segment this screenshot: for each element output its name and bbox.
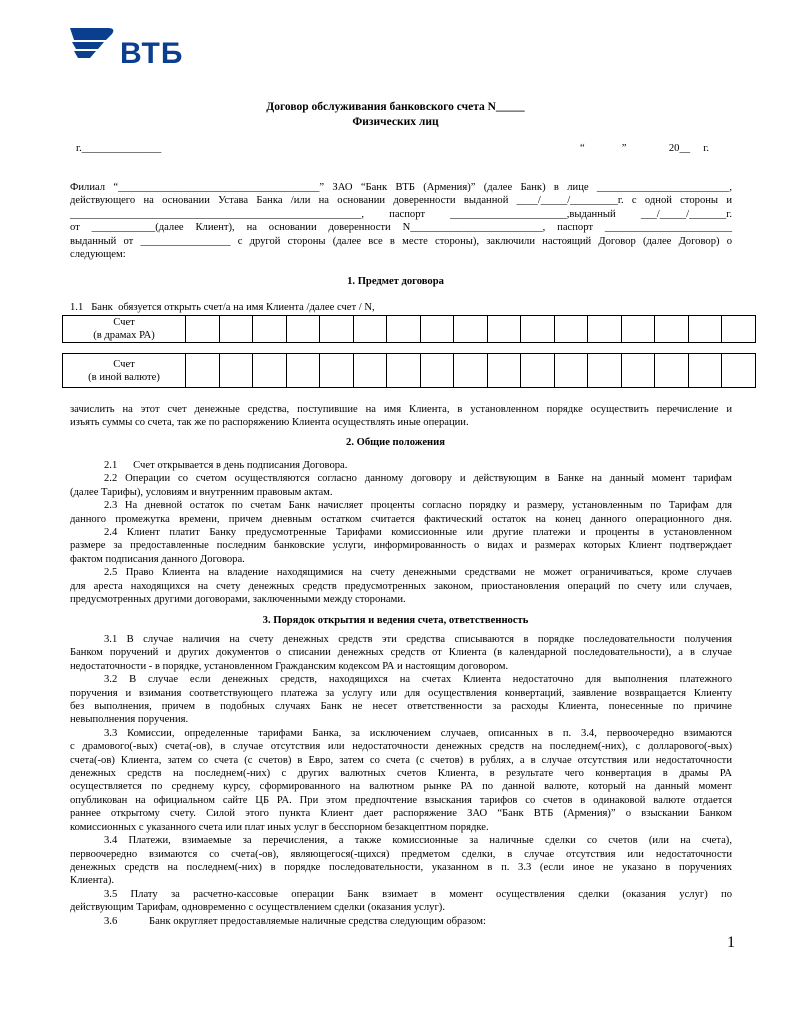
place-line: г._______________ [76, 143, 162, 154]
document-title: Договор обслуживания банковского счета N_____ [266, 101, 525, 113]
account-digit-cell[interactable] [655, 316, 689, 343]
intro-line: следующем: [70, 249, 126, 261]
account-digit-cell[interactable] [253, 316, 287, 343]
clause-line: невыполнения поручения. [70, 714, 189, 726]
intro-line: действующего на основании Устава Банка /или на основании доверенности выданной ____/_____/_________г. с одной стороны и [70, 195, 732, 207]
account-digit-cell[interactable] [722, 316, 756, 343]
account-foreign-grid [62, 353, 756, 388]
account-digit-cell[interactable] [387, 316, 421, 343]
clause-line: предусмотренных другими договорами, заключенными между сторонами. [70, 594, 406, 606]
clause-line: осуществляется по среднему курсу, сформированного на валютном рынке РА по данной валюте, который на данный момент [70, 781, 732, 793]
clause-line: 3.5 Плату за расчетно-кассовые операции Банк взимает в момент осуществления сделки (оказания услуг) по [104, 888, 732, 900]
clause-line: 2.5 Право Клиента на владение находящимися на счету денежными средствами не может ограничиваться, кроме случаев [104, 567, 732, 579]
account-digit-cell[interactable] [219, 354, 253, 388]
section-3-heading: 3. Порядок открытия и ведения счета, ответственность [262, 615, 529, 626]
clause-line: размере за предоставленные последним банковские услуги, информированность о видах и размерах которых Клиент подтверждает [70, 540, 732, 552]
clause-line: данного промежутка времени, причем дневным остатком считается фактический остаток на конец данного операционного дня. [70, 513, 732, 525]
clause-line: 2.4 Клиент платит Банку предусмотренные Тарифами комиссионные или другие платежи и проценты в установленном [104, 527, 732, 539]
account-label-line: (в иной валюте) [88, 371, 160, 383]
clause-line: (далее Тарифы), условиям и внутренним правовым актам. [70, 486, 333, 498]
page-number: 1 [727, 934, 735, 951]
account-digit-cell[interactable] [688, 354, 722, 388]
clause-line: 2.3 На дневной остаток по счетам Банк начисляет проценты согласно порядку и размеру, установленным по Тарифам для [104, 500, 732, 512]
text-line: зачислить на этот счет денежные средства, поступившие на имя Клиента, в установленном порядке осуществить перечисление и [70, 404, 732, 415]
clause-line: опубликован на официальном сайте ЦБ РА. При этом предпочтение взыскания тарифов со счетов в одинаковой валюте отдается [70, 794, 732, 806]
account-label-line: Счет [113, 317, 135, 328]
clause-line: 2.1 Счет открывается в день подписания Договора. [104, 460, 348, 471]
clause-line: 2.2 Операции со счетом осуществляются согласно данному договору и действующим в Банке на данный момент тарифам [104, 473, 732, 485]
account-digit-cell[interactable] [186, 316, 220, 343]
account-digit-cell[interactable] [487, 354, 521, 388]
date-line: “ ” 20__ г. [580, 143, 710, 154]
clause-line: 3.4 Платежи, взимаемые за перечисления, а также комиссионные за наличные сделки со счетов (или на счета), [104, 835, 732, 847]
clause-line: Клиента). [70, 875, 115, 887]
clause-line: денежных средств на последнем(-них) в порядке последовательности, указанном в п. 3.3 (если иное не указано в поручениях [70, 861, 732, 873]
account-digit-cell[interactable] [253, 354, 287, 388]
account-dram-label [63, 316, 186, 343]
account-digit-cell[interactable] [521, 354, 555, 388]
account-digit-cell[interactable] [588, 354, 622, 388]
clause-line: 3.3 Комиссии, определенные тарифами Банка, за исключением случаев, описанных в п. 3.4, первоочередно взимаются [104, 727, 732, 739]
clause-line: действующим Тарифам, одновременно с осуществлением сделки (оказания услуг). [70, 902, 445, 914]
clause-line: раннее открытому счету. Силой этого пункта Клиент дает распоряжение ЗАО “Банк ВТБ (Армения)” о взыскании Банком [70, 808, 732, 820]
account-digit-cell[interactable] [286, 354, 320, 388]
account-digit-cell[interactable] [353, 354, 387, 388]
account-digit-cell[interactable] [320, 316, 354, 343]
account-digit-cell[interactable] [521, 316, 555, 343]
account-dram-grid [62, 315, 756, 343]
account-digit-cell[interactable] [621, 316, 655, 343]
clause-line: Банком поручений и других документов о списании денежных средств от Клиента (в календарной последовательности), а в случае [70, 647, 732, 659]
account-digit-cell[interactable] [387, 354, 421, 388]
clause-1-1: 1.1 Банк обязуется открыть счет/а на имя Клиента /далее счет / N, [70, 302, 375, 313]
account-label-line: (в драмах РА) [93, 330, 155, 341]
section-2-heading: 2. Общие положения [346, 437, 445, 448]
document-subtitle: Физических лиц [352, 116, 439, 128]
account-digit-cell[interactable] [420, 316, 454, 343]
account-digit-cell[interactable] [353, 316, 387, 343]
account-label-line: Счет [113, 358, 135, 370]
account-digit-cell[interactable] [554, 354, 588, 388]
clause-line: денежных средств на последнем(-них) с других валютных счетов Клиента, в результате чего конвертация в драмы РА [70, 768, 732, 780]
account-digit-cell[interactable] [454, 316, 488, 343]
account-digit-cell[interactable] [588, 316, 622, 343]
clause-line: фактом подписания данного Договора. [70, 553, 245, 565]
clause-line: 3.2 В случае если денежных средств, находящихся на счетах Клиента недостаточно для выполнения платежного [104, 674, 732, 686]
section-1-paragraph [70, 403, 732, 430]
clause-line: с драмового(-вых) счета(-ов), в случае отсутствия или недостаточности денежных средств на последнем(-них), с долларового(-вых) [70, 741, 732, 753]
clause-line: счета(-ов) Клиента, затем со счета (с счетов) в Евро, затем со счета (с счетов) в рублях, а в случае отсутствия или недостаточности [70, 754, 732, 766]
clause-line: для ареста находящихся на счету денежных средств предусмотренных законом, приостановления операций по счету или случаев, [70, 580, 732, 592]
account-digit-cell[interactable] [454, 354, 488, 388]
clause-line: комиссионных с указанного счета или плат иных услуг в бесспорном безакцептном порядке. [70, 821, 489, 833]
account-digit-cell[interactable] [219, 316, 253, 343]
account-digit-cell[interactable] [655, 354, 689, 388]
account-digit-cell[interactable] [186, 354, 220, 388]
account-digit-cell[interactable] [688, 316, 722, 343]
section-1-heading: 1. Предмет договора [347, 276, 444, 287]
logo-text: ВТБ [120, 37, 184, 70]
intro-line: выданный от _________________ с другой стороны (далее все в месте стороны), заключили настоящий Договор (далее Договор) о [70, 235, 732, 247]
intro-paragraph [70, 181, 732, 261]
intro-line: _______________________________________________________, паспорт ______________________,выданный ___/_____/_______г. [70, 208, 732, 220]
clause-line: первоочередно взимаются со счета(-ов), являющегося(-щихся) предметом сделки, в случае отсутствия или недостаточности [70, 848, 732, 860]
account-digit-cell[interactable] [487, 316, 521, 343]
text-line: изъять суммы со счета, так же по распоряжению Клиента осуществлять иные операции. [70, 417, 469, 429]
account-digit-cell[interactable] [320, 354, 354, 388]
intro-line: от ____________(далее Клиент), на основании доверенности N_________________________, паспорт ________________________ [70, 222, 732, 234]
account-digit-cell[interactable] [722, 354, 756, 388]
clause-line: поручения и взимания соответствующего платежа за услугу или для осуществления конвертаций, заявление возвращается Клиенту [70, 687, 732, 699]
account-digit-cell[interactable] [554, 316, 588, 343]
clause-line: без выполнения, причем в подобных случаях Банк не несет ответственности за расходы Клиента, понесенные по причине [70, 701, 732, 713]
account-foreign-label [63, 354, 186, 388]
account-digit-cell[interactable] [420, 354, 454, 388]
clause-line: недостаточности - в порядке, установленном Гражданским кодексом РА и настоящим договором. [70, 660, 509, 672]
clause-line: 3.6 Банк округляет предоставляемые наличные средства следующим образом: [104, 915, 486, 927]
clause-line: 3.1 В случае наличия на счету денежных средств эти средства списываются в порядке последовательности получения [104, 634, 732, 645]
account-digit-cell[interactable] [286, 316, 320, 343]
account-digit-cell[interactable] [621, 354, 655, 388]
section-3-body [70, 633, 732, 928]
intro-line: Филиал “______________________________________” ЗАО “Банк ВТБ (Армения)” (далее Банк) в лице _________________________, [70, 182, 732, 193]
section-2-body [70, 459, 732, 606]
